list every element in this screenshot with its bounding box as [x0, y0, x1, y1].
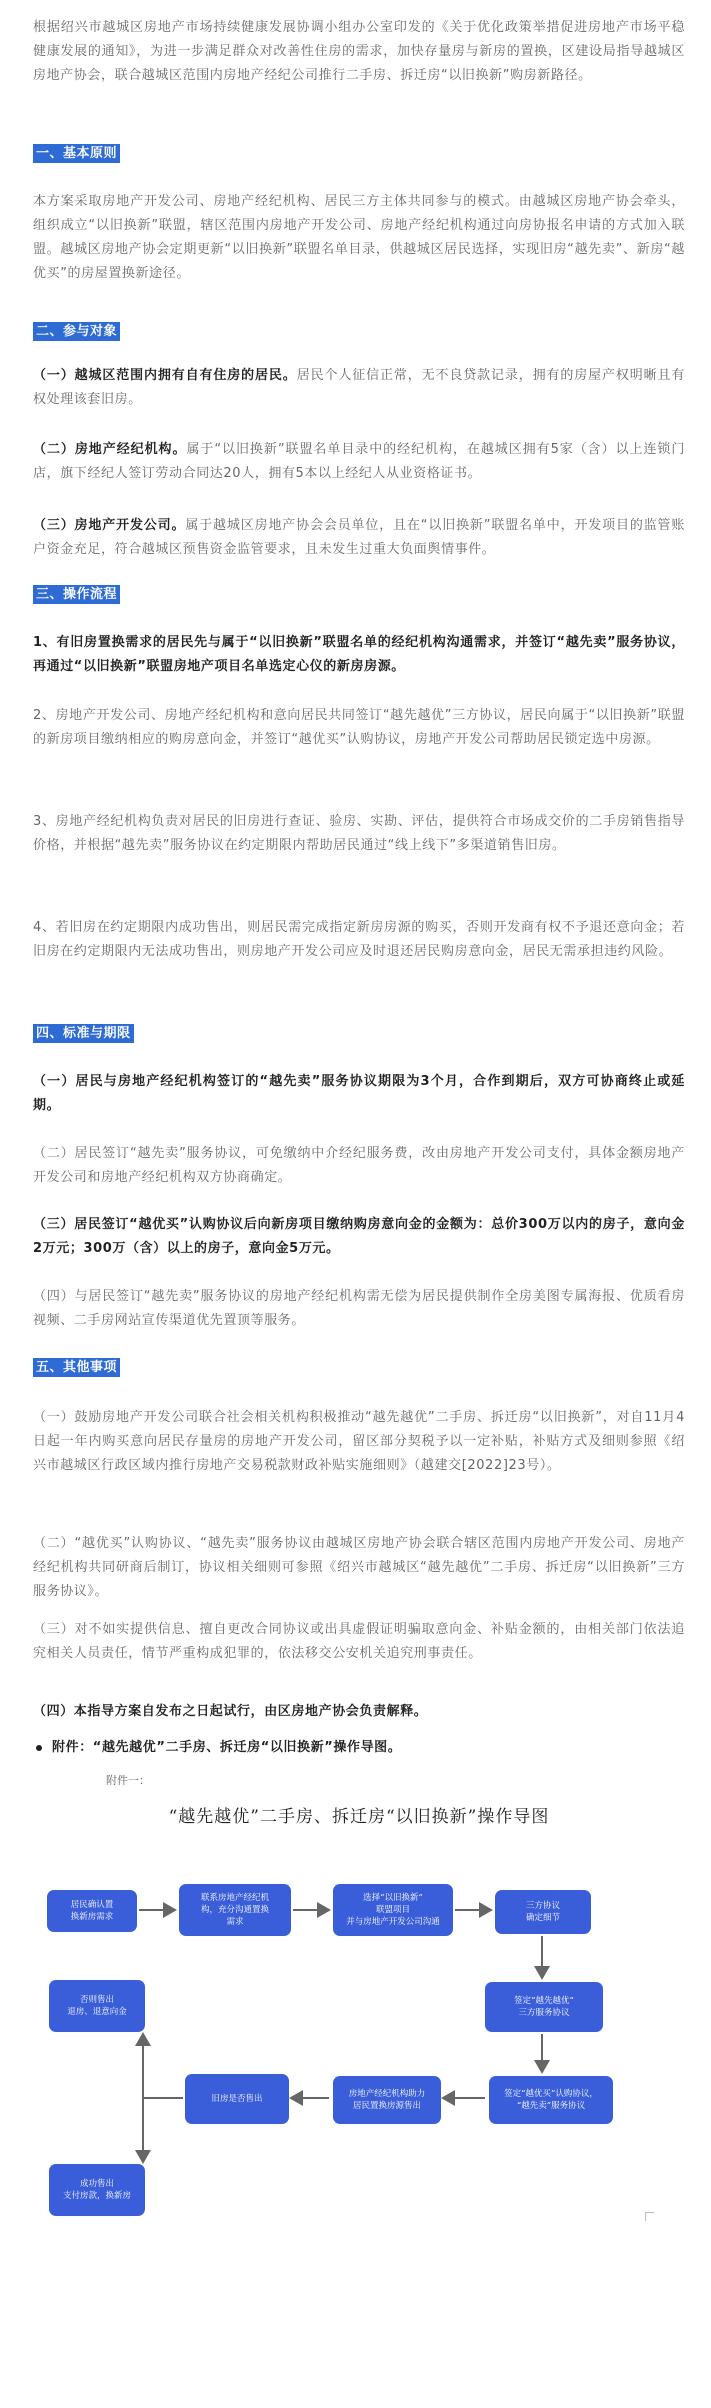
- image-corner-mark: [645, 2212, 654, 2221]
- standard-item-3: （三）居民签订“越优买”认购协议后向新房项目缴纳购房意向金的金额为：总价300万以内的房子，意向金2万元；300万（含）以上的房子，意向金5万元。: [33, 1217, 685, 1256]
- participant-agencies-text: 属于“以旧换新”联盟名单目录中的经纪机构，在越城区拥有5家（含）以上连锁门店，旗下经纪人签订劳动合同达20人，拥有5本以上经纪人从业资格证书。: [33, 442, 685, 481]
- flow-step-choose-project: 选择“以旧换新” 联盟项目 并与房地产开发公司沟通: [333, 1884, 453, 1936]
- participant-residents-title: （一）越城区范围内拥有自有住房的居民。: [33, 368, 297, 383]
- section-heading-principles: 一、基本原则: [33, 144, 120, 163]
- participant-residents: [33, 364, 685, 412]
- attachment-line: 附件：“越先越优”二手房、拆迁房“以旧换新”操作导图。: [52, 1740, 402, 1755]
- flow-step-contact-agency: 联系房地产经纪机 构，充分沟通置换 需求: [179, 1884, 291, 1936]
- flow-step-refund: 否则售出 退房、退意向金: [49, 1980, 145, 2032]
- participant-agencies: [33, 438, 685, 486]
- section-heading-standards: 四、标准与期限: [33, 1024, 134, 1043]
- flow-step-sign-tripartite: 签定“越先越优” 三方服务协议: [485, 1982, 603, 2032]
- other-item-3: （三）对不如实提供信息、擅自更改合同协议或出具虚假证明骗取意向金、补贴金额的，由相关部门依法追究相关人员责任，情节严重构成犯罪的，依法移交公安机关追究刑事责任。: [33, 1622, 685, 1661]
- other-item-2: （二）“越优买”认购协议、“越先卖”服务协议由越城区房地产协会联合辖区范围内房地产开发公司、房地产经纪机构共同研商后制订，协议相关细则可参照《绍兴市越城区“越先越优”二手房、拆迁房“以旧换新”三方服务协议》。: [33, 1536, 685, 1599]
- flowchart-caption: 附件一：: [106, 1774, 150, 1787]
- section-heading-other: 五、其他事项: [33, 1358, 120, 1377]
- process-step-2: 2、房地产开发公司、房地产经纪机构和意向居民共同签订“越先越优”三方协议，居民向属于“以旧换新”联盟的新房项目缴纳相应的购房意向金，并签订“越优买”认购协议，房地产开发公司帮助居民锁定选中房源。: [33, 708, 685, 747]
- arrow-8-10: [143, 2098, 183, 2162]
- intro-paragraph: 根据绍兴市越城区房地产市场持续健康发展协调小组办公室印发的《关于优化政策举措促进房地产市场平稳健康发展的通知》，为进一步满足群众对改善性住房的需求，加快存量房与新房的置换，区建设局指导越城区房地产协会，联合越城区范围内房地产经纪公司推行二手房、拆迁房“以旧换新”购房新路径。: [33, 20, 685, 83]
- flow-step-sold-decision: 旧房是否售出: [185, 2074, 289, 2124]
- section-heading-participants: 二、参与对象: [33, 322, 120, 341]
- flow-step-confirm-need: 居民确认置 换新房需求: [47, 1890, 137, 1932]
- flow-step-sign-agreements: 签定“越优买”认购协议， “越先卖”服务协议: [489, 2076, 613, 2124]
- section-heading-process: 三、操作流程: [33, 585, 120, 604]
- flow-step-success: 成功售出 支付房款，换新房: [49, 2164, 145, 2216]
- participant-agencies-title: （二）房地产经纪机构。: [33, 442, 187, 457]
- process-step-1: 1、有旧房置换需求的居民先与属于“以旧换新”联盟名单的经纪机构沟通需求，并签订“越先卖”服务协议，再通过“以旧换新”联盟房地产项目名单选定心仪的新房房源。: [33, 635, 685, 674]
- other-item-1: （一）鼓励房地产开发公司联合社会相关机构积极推动“越先越优”二手房、拆迁房“以旧换新”，对自11月4日起一年内购买意向居民存量房的房地产开发公司，留区部分契税予以一定补贴，补贴方式及细则参照《绍兴市越城区行政区域内推行房地产交易税款财政补贴实施细则》（越建交[2022]23号）。: [33, 1410, 685, 1473]
- principles-paragraph: 本方案采取房地产开发公司、房地产经纪机构、居民三方主体共同参与的模式。由越城区房地产协会牵头，组织成立“以旧换新”联盟，辖区范围内房地产开发公司、房地产经纪机构通过向房协报名申请的方式加入联盟。越城区房地产协会定期更新“以旧换新”联盟名单目录，供越城区居民选择，实现旧房“越先卖”、新房“越优买”的房屋置换新途径。: [33, 194, 685, 281]
- participant-developers: [33, 514, 685, 562]
- process-step-4: 4、若旧房在约定期限内成功售出，则居民需完成指定新房房源的购买，否则开发商有权不予退还意向金；若旧房在约定期限内无法成功售出，则房地产开发公司应及时退还居民购房意向金，居民无需承担违约风险。: [33, 920, 685, 959]
- standard-item-1: （一）居民与房地产经纪机构签订的“越先卖”服务协议期限为3个月，合作到期后，双方可协商终止或延期。: [33, 1074, 685, 1113]
- flowchart-title: “越先越优”二手房、拆迁房“以旧换新”操作导图: [168, 1807, 550, 1827]
- arrow-8-9: [143, 2034, 183, 2098]
- standard-item-4: （四）与居民签订“越先卖”服务协议的房地产经纪机构需无偿为居民提供制作全房美图专属海报、优质看房视频、二手房网站宣传渠道优先置顶等服务。: [33, 1289, 685, 1328]
- participant-developers-title: （三）房地产开发公司。: [33, 518, 186, 533]
- participant-developers-text: 属于越城区房地产协会会员单位，且在“以旧换新”联盟名单中，开发项目的监管账户资金充足，符合越城区预售资金监管要求，且未发生过重大负面舆情事件。: [33, 518, 685, 557]
- process-step-3: 3、房地产经纪机构负责对居民的旧房进行查证、验房、实勘、评估，提供符合市场成交价的二手房销售指导价格，并根据“越先卖”服务协议在约定期限内帮助居民通过“线上线下”多渠道销售旧房。: [33, 814, 685, 853]
- participant-residents-text: 居民个人征信正常，无不良贷款记录，拥有的房屋产权明晰且有权处理该套旧房。: [33, 368, 685, 407]
- flowchart-figure: [33, 1772, 685, 2402]
- bullet-dot-icon: [36, 1745, 42, 1751]
- flow-step-tripartite-details: 三方协议 确定细节: [495, 1890, 591, 1934]
- other-item-4: （四）本指导方案自发布之日起试行，由区房地产协会负责解释。: [33, 1704, 428, 1719]
- standard-item-2: （二）居民签订“越先卖”服务协议，可免缴纳中介经纪服务费，改由房地产开发公司支付，具体金额房地产开发公司和房地产经纪机构双方协商确定。: [33, 1146, 685, 1185]
- flow-step-agency-sell: 房地产经纪机构助力 居民置换房源售出: [333, 2076, 441, 2124]
